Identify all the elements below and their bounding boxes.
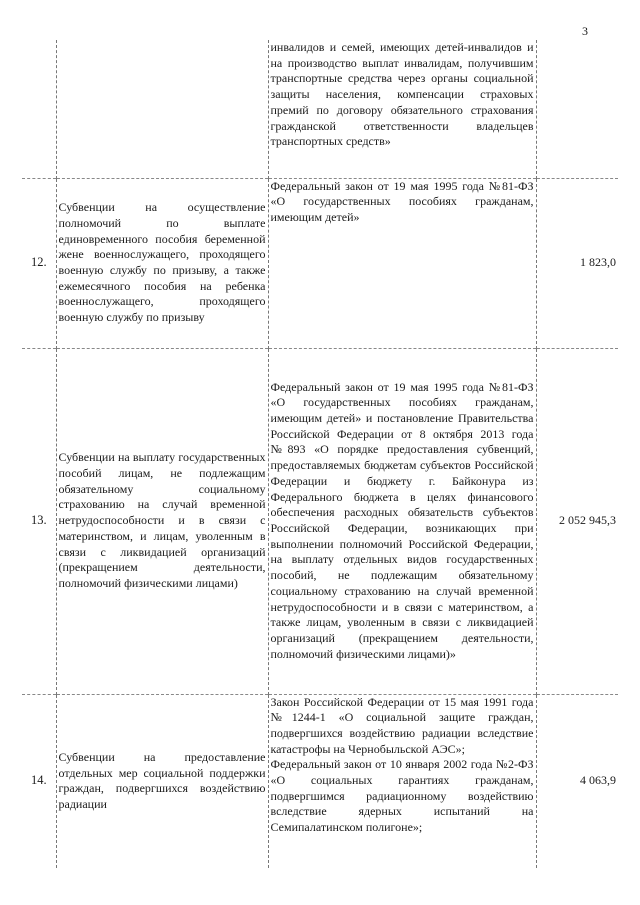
- subvention-name: Субвенции на предоставление отдельных мер социальной поддержки граждан, подвергшихся воздействию радиации: [56, 694, 268, 868]
- row-number: 12.: [22, 178, 56, 348]
- subventions-table: [22, 40, 618, 868]
- table-row: [22, 694, 618, 868]
- row-number: 14.: [22, 694, 56, 868]
- page-number: 3: [582, 24, 588, 38]
- legal-basis-part: Закон Российской Федерации от 15 мая 1991 года №1244-1 «О социальной защите граждан, подвергшихся воздействию радиации вследствие катастрофы на Чернобыльской АЭС»;: [270, 694, 534, 756]
- table-row: [22, 178, 618, 348]
- legal-basis-part: Федеральный закон от 10 января 2002 года №2-ФЗ «О социальных гарантиях гражданам, подвергшимся радиационному воздействию вследствие ядерных испытаний на Семипалатинском полигоне»;: [270, 757, 534, 835]
- row-number: 13.: [22, 348, 56, 694]
- table-row: [22, 40, 618, 178]
- subvention-name: [56, 40, 268, 178]
- amount: 4 063,9: [536, 694, 618, 868]
- table-row: [22, 348, 618, 694]
- amount: [536, 40, 618, 178]
- legal-basis: инвалидов и семей, имеющих детей-инвалидов и на производство выплат инвалидам, получившим транспортные средства через органы социальной защиты населения, компенсации страховых премий по договору обязательного страхования гражданской ответственности владельцев транспортных средств»: [268, 40, 536, 178]
- legal-basis: Федеральный закон от 19 мая 1995 года №81-ФЗ «О государственных пособиях гражданам, имеющим детей»: [268, 178, 536, 348]
- legal-basis: [268, 694, 536, 868]
- amount: 2 052 945,3: [536, 348, 618, 694]
- legal-basis: Федеральный закон от 19 мая 1995 года №81-ФЗ «О государственных пособиях гражданам, имеющим детей» и постановление Правительства Российской Федерации от 8 октября 2013 года №893 «О порядке предоставления субвенций, предоставляемых бюджетам субъектов Российской Федерации и бюджету г. Байконура из Федерального бюджета в целях финансового обеспечения расходных обязательств субъектов Российской Федерации, возникающих при выполнении полномочий Российской Федерации, на выплату отдельных видов государственных пособий, не подлежащим обязательному социальному страхованию на случай временной нетрудоспособности и в связи с материнством, а также лицам, уволенным в связи с ликвидацией организаций (прекращением деятельности, полномочий физическими лицами)»: [268, 348, 536, 694]
- amount: 1 823,0: [536, 178, 618, 348]
- row-number: [22, 40, 56, 178]
- subvention-name: Субвенции на осуществление полномочий по выплате единовременного пособия беременной жене военнослужащего, проходящего военную службу по призыву, а также ежемесячного пособия на ребенка военнослужащего, проходящего военную службу по призыву: [56, 178, 268, 348]
- subvention-name: Субвенции на выплату государственных пособий лицам, не подлежащим обязательному социальному страхованию на случай временной нетрудоспособности и в связи с материнством, и лицам, уволенным в связи с ликвидацией организаций (прекращением деятельности, полномочий физическими лицами): [56, 348, 268, 694]
